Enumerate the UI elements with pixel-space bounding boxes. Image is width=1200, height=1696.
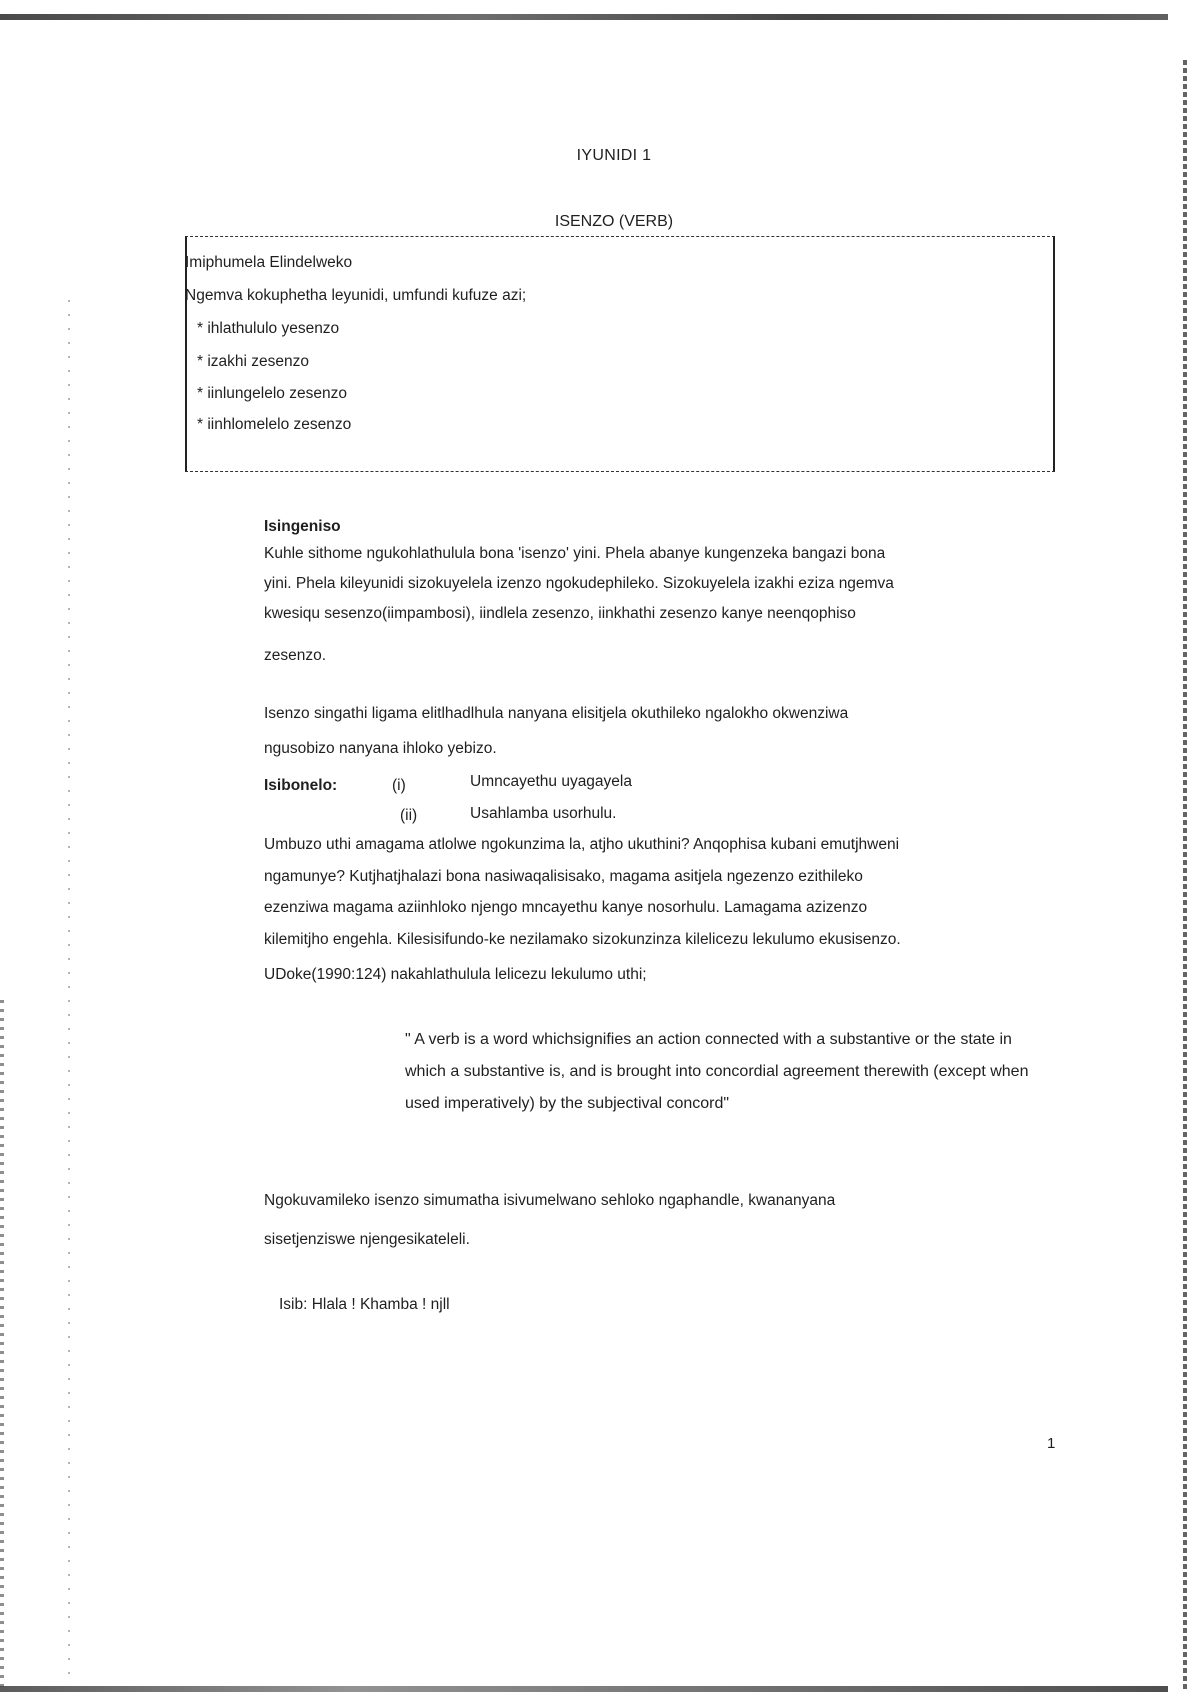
- outcome-item: * izakhi zesenzo: [197, 353, 310, 370]
- section-title: ISENZO (VERB): [554, 213, 674, 230]
- closing-line: sisetjenziswe njengesikateleli.: [264, 1231, 470, 1248]
- discussion-line: Umbuzo uthi amagama atlolwe ngokunzima la, atjho ukuthini? Anqophisa kubani emutjhweni: [264, 836, 900, 853]
- introduction-line: yini. Phela kileyunidi sizokuyelela izenzo ngokudephileko. Sizokuyelela izakhi eziza ngemva: [264, 575, 894, 592]
- introduction-line: kwesiqu sesenzo(iimpambosi), iindlela zesenzo, iinkhathi zesenzo kanye neenqophiso: [264, 605, 856, 622]
- discussion-line: ezenziwa magama aziinhloko njengo mncayethu kanye nosorhulu. Lamagama azizenzo: [264, 899, 868, 916]
- outcome-item: * iinlungelelo zesenzo: [197, 385, 347, 402]
- scan-edge-bottom: [0, 1686, 1168, 1692]
- scan-dotted-margin: [68, 300, 70, 1680]
- closing-line: Ngokuvamileko isenzo simumatha isivumelwano sehloko ngaphandle, kwananyana: [264, 1192, 836, 1209]
- example-number: (i): [392, 777, 406, 794]
- final-example: Isib: Hlala ! Khamba ! njll: [279, 1296, 450, 1313]
- outcomes-intro: Ngemva kokuphetha leyunidi, umfundi kufuze azi;: [185, 287, 527, 304]
- scan-edge-top: [0, 14, 1168, 20]
- discussion-line: UDoke(1990:124) nakahlathulula lelicezu lekulumo uthi;: [264, 966, 647, 983]
- outcome-item: * ihlathululo yesenzo: [197, 320, 340, 337]
- learning-outcomes-box: [185, 236, 1055, 472]
- doke-quote: " A verb is a word whichsignifies an action connected with a substantive or the state in which a substantive is, and is brought into concordial agreement therewith (except when used imperatively) by the subjectival concord": [405, 1031, 1029, 1112]
- example-text: Usahlamba usorhulu.: [470, 805, 617, 822]
- discussion-line: ngamunye? Kutjhatjhalazi bona nasiwaqalisisako, magama asitjela ngezenzo ezithileko: [264, 868, 863, 885]
- outcome-item: * iinhlomelelo zesenzo: [197, 416, 352, 433]
- example-number: (ii): [400, 807, 418, 824]
- introduction-heading: Isingeniso: [264, 518, 341, 535]
- scan-edge-right: [1183, 60, 1187, 1690]
- introduction-line: Kuhle sithome ngukohlathulula bona 'isenzo' yini. Phela abanye kungenzeka bangazi bona: [264, 545, 886, 562]
- unit-title: IYUNIDI 1: [576, 147, 652, 164]
- introduction-line: zesenzo.: [264, 647, 327, 664]
- page-number: 1: [1047, 1435, 1056, 1452]
- discussion-line: kilemitjho engehla. Kilesisifundo-ke nezilamako sizokunzinza kilelicezu lekulumo ekusisenzo.: [264, 931, 901, 948]
- example-text: Umncayethu uyagayela: [470, 773, 632, 790]
- definition-line: Isenzo singathi ligama elitlhadlhula nanyana elisitjela okuthileko ngalokho okwenziwa: [264, 705, 849, 722]
- definition-line: ngusobizo nanyana ihloko yebizo.: [264, 740, 497, 757]
- outcomes-heading: Imiphumela Elindelweko: [185, 254, 353, 271]
- example-label: Isibonelo:: [264, 777, 338, 794]
- scan-edge-left: [0, 1000, 4, 1690]
